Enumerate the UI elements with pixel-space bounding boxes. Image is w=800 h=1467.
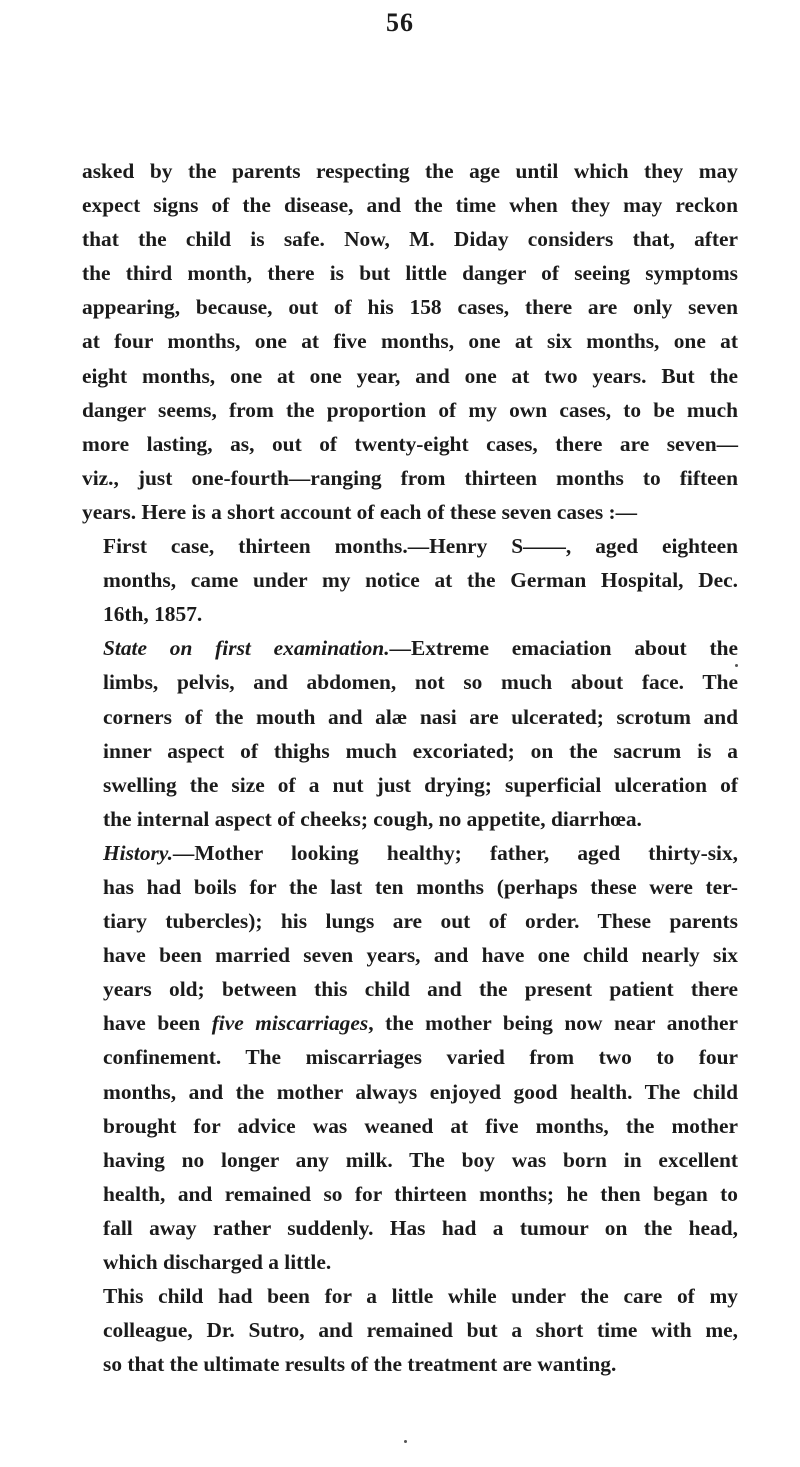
text-run: —Mother looking healthy; father, aged thirty-six, [172,840,738,865]
paragraph-first-examination [82,631,738,836]
text-line: at four months, one at five months, one at six months, one at [82,329,738,354]
text-line [82,836,738,870]
text-line: 16th, 1857. [103,602,203,627]
text-line: the third month, there is but little danger of seeing symptoms [82,261,738,286]
text-run: —Extreme emaciation about the [389,636,738,661]
text-line: danger seems, from the proportion of my own cases, to be much [82,397,738,422]
text-line: First case, thirteen months.—Henry S——, aged eighteen [103,534,738,559]
text-line: appearing, because, out of his 158 cases, there are only seven [82,295,738,320]
text-line: limbs, pelvis, and abdomen, not so much about face. The [103,670,738,695]
paragraph-first-case [82,529,738,631]
text-line: colleague, Dr. Sutro, and remained but a short time with me, [103,1318,738,1343]
body-text [82,154,738,1381]
text-run: , the mother being now near another [368,1011,738,1036]
text-line: This child had been for a little while under the care of my [103,1284,738,1309]
text-line [82,631,738,665]
italic-emphasis: five miscarriages [211,1011,369,1036]
paragraph-sutro [82,1279,738,1381]
text-line: inner aspect of thighs much excoriated; on the sacrum is a [103,738,738,763]
text-line: have been married seven years, and have one child nearly six [103,943,738,968]
paragraph-diday-statistics [82,154,738,529]
text-line: expect signs of the disease, and the time when they may reckon [82,193,738,218]
text-line: months, and the mother always enjoyed good health. The child [103,1079,738,1104]
text-line: swelling the size of a nut just drying; superficial ulceration of [103,772,738,797]
text-line: has had boils for the last ten months (perhaps these were ter- [103,874,738,899]
text-line: the internal aspect of cheeks; cough, no appetite, diarrhœa. [103,806,642,831]
italic-heading: State on first examination. [103,636,390,661]
text-line: that the child is safe. Now, M. Diday considers that, after [82,227,738,252]
italic-heading: History. [103,840,173,865]
text-line: months, came under my notice at the German Hospital, Dec. [103,568,738,593]
text-line: fall away rather suddenly. Has had a tumour on the head, [103,1215,738,1240]
print-speck [404,1440,407,1443]
text-line: asked by the parents respecting the age until which they may [82,159,738,183]
text-line: years old; between this child and the present patient there [103,977,738,1002]
text-line: viz., just one-fourth—ranging from thirteen months to fifteen [82,465,738,490]
text-line: more lasting, as, out of twenty-eight cases, there are seven— [82,431,738,456]
text-line: years. Here is a short account of each of these seven cases :— [82,499,638,524]
text-line: having no longer any milk. The boy was born in excellent [103,1147,738,1172]
text-line: tiary tubercles); his lungs are out of order. These parents [103,909,738,934]
text-line: eight months, one at one year, and one at two years. But the [82,363,738,388]
text-line: corners of the mouth and alæ nasi are ulcerated; scrotum and [103,704,738,729]
text-line [82,1006,738,1040]
text-line: brought for advice was weaned at five months, the mother [103,1113,738,1138]
paragraph-history [82,836,738,1279]
text-line: health, and remained so for thirteen months; he then began to [103,1181,738,1206]
text-line: confinement. The miscarriages varied from two to four [103,1045,738,1070]
print-speck [735,664,738,667]
text-run: have been [103,1011,212,1036]
text-line: which discharged a little. [103,1250,332,1274]
page-number: 56 [386,8,414,37]
text-line: so that the ultimate results of the treatment are wanting. [103,1352,617,1377]
